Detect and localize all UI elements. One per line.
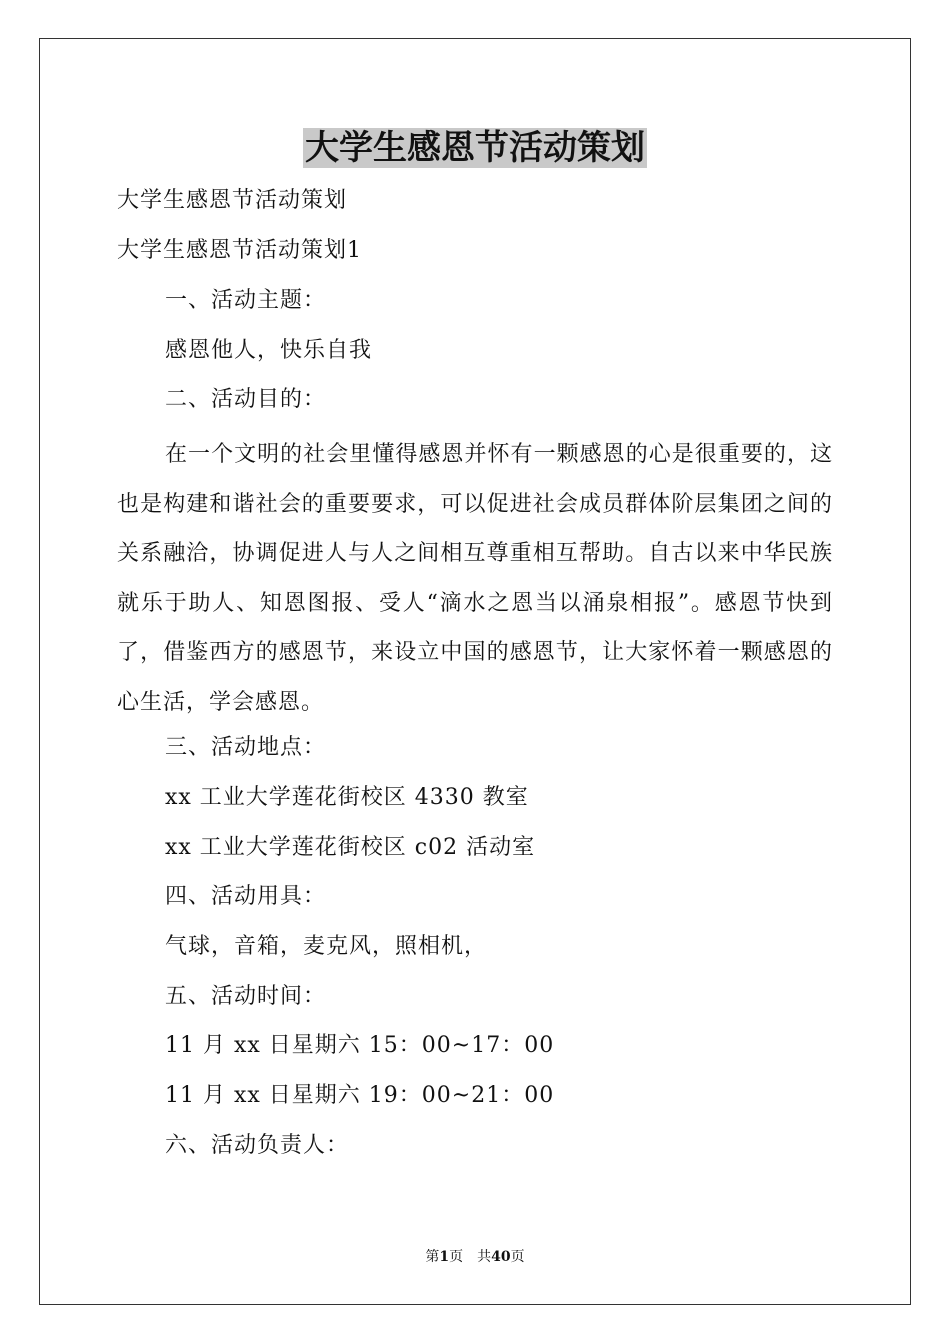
location-item-1: xx 工业大学莲花街校区 4330 教室 [165,785,529,810]
purpose-heading: 二、活动目的： [165,387,327,412]
tools-text: 气球，音箱，麦克风，照相机， [165,934,488,959]
time-item-1: 11 月 xx 日星期六 15：00~17：00 [165,1033,555,1058]
footer-prefix: 第 [425,1249,440,1265]
theme-heading: 一、活动主题： [165,288,327,313]
leader-heading: 六、活动负责人： [165,1133,350,1158]
page-footer [0,1248,950,1266]
time-item-2: 11 月 xx 日星期六 19：00~21：00 [165,1083,555,1108]
document-title [0,128,950,168]
footer-page-number: 1 [439,1249,450,1265]
section-title: 大学生感恩节活动策划1 [117,238,362,263]
location-item-2: xx 工业大学莲花街校区 c02 活动室 [165,835,536,860]
time-heading: 五、活动时间： [165,984,327,1009]
theme-text: 感恩他人，快乐自我 [165,338,373,363]
footer-total-pages: 40 [491,1249,511,1265]
footer-suffix: 页 [510,1249,525,1265]
document-subtitle: 大学生感恩节活动策划 [117,188,348,213]
footer-mid: 页 共 [449,1249,492,1265]
tools-heading: 四、活动用具： [165,884,327,909]
document-title-text: 大学生感恩节活动策划 [305,128,645,168]
purpose-paragraph: 在一个文明的社会里懂得感恩并怀有一颗感恩的心是很重要的，这也是构建和谐社会的重要要求，可以促进社会成员群体阶层集团之间的关系融洽，协调促进人与人之间相互尊重相互帮助。自古以来中华民族就乐于助人、知恩图报、受人“滴水之恩当以涌泉相报”。感恩节快到了，借鉴西方的感恩节，来设立中国的感恩节，让大家怀着一颗感恩的心生活，学会感恩。 [117,442,833,715]
location-heading: 三、活动地点： [165,735,327,760]
